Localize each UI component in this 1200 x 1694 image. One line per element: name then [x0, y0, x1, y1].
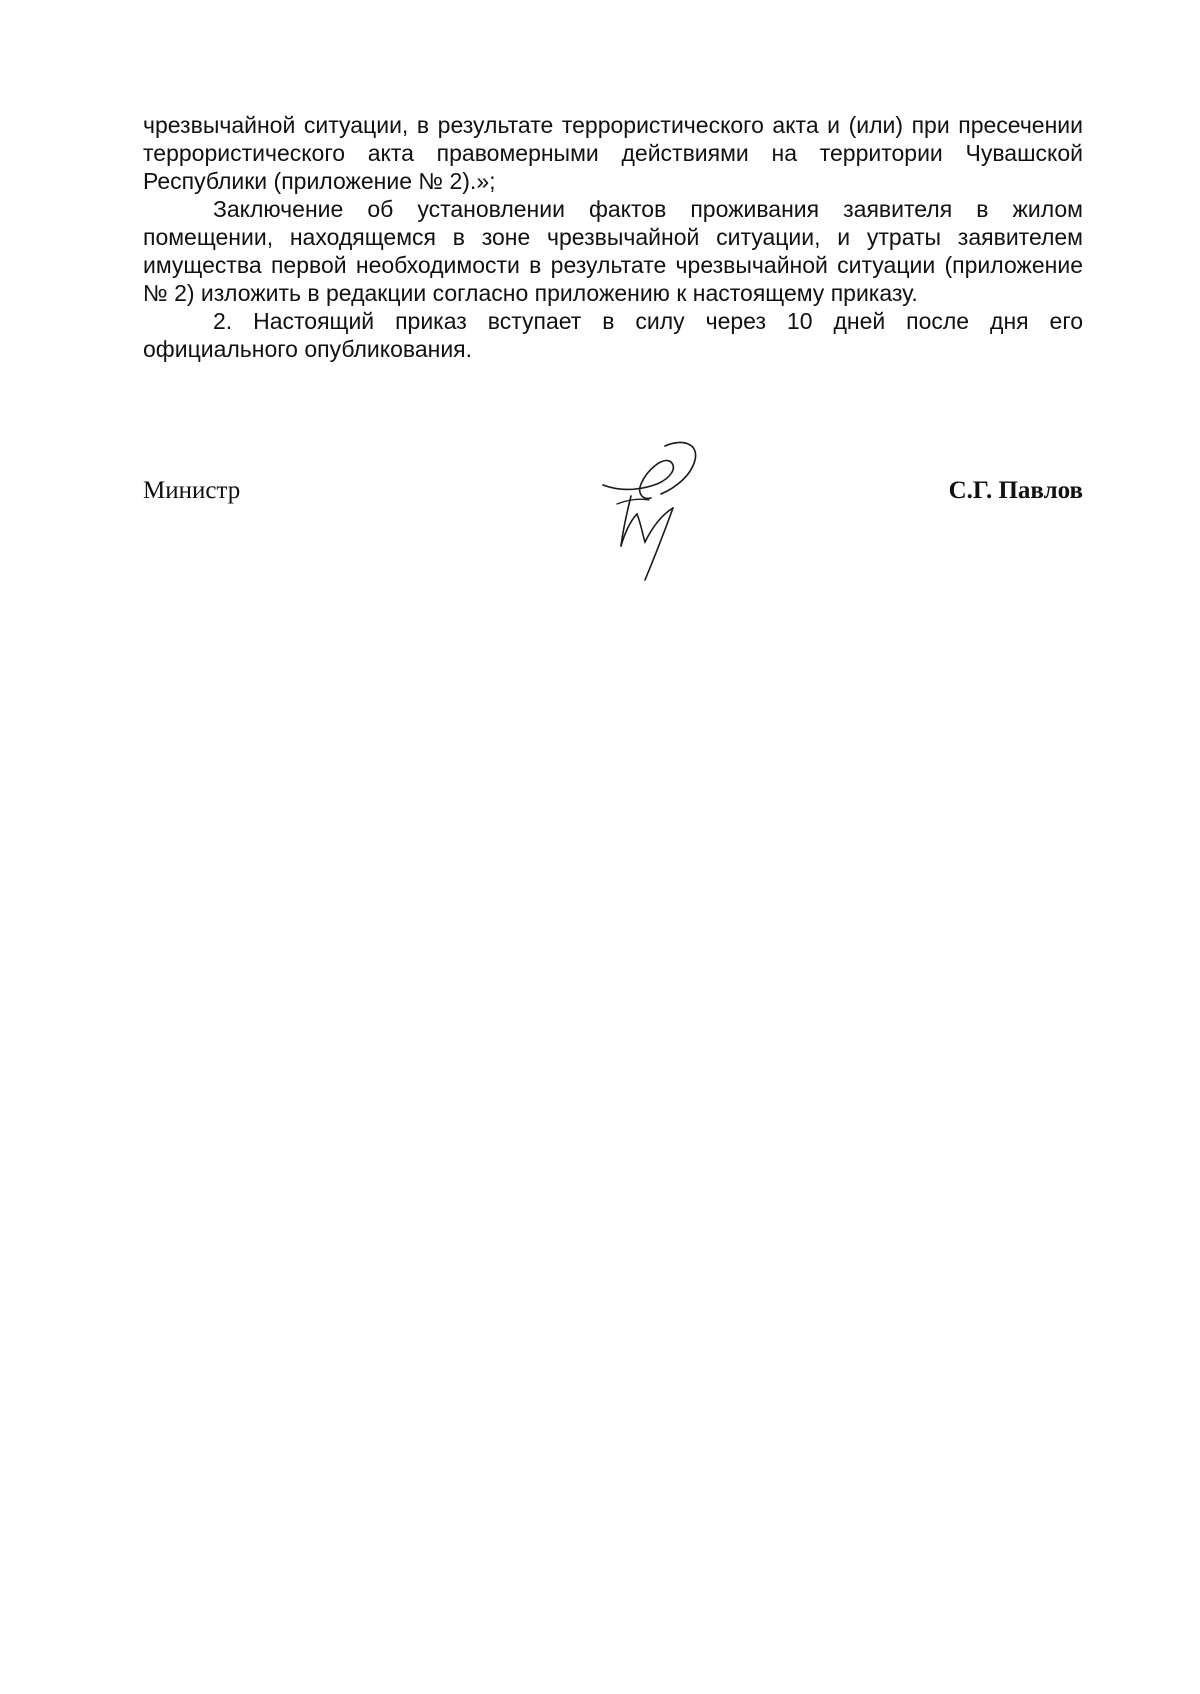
signer-position: Министр — [143, 477, 241, 504]
paragraph-continuation: чрезвычайной ситуации, в результате террористического акта и (или) при пресечении террористического акта правомерными действиями на территории Чувашской Республики (приложение № 2).»; — [143, 112, 1083, 194]
signature-block — [143, 476, 1083, 596]
signer-name: С.Г. Павлов — [948, 477, 1083, 504]
paragraph-conclusion-clause: Заключение об установлении фактов проживания заявителя в жилом помещении, находящемся в зоне чрезвычайной ситуации, и утраты заявителем имущества первой необходимости в результате чрезвычайной ситуации (приложение № 2) изложить в редакции согласно приложению к настоящему приказу. — [143, 196, 1083, 306]
document-body — [143, 111, 1083, 363]
paragraph-effective-date: 2. Настоящий приказ вступает в силу через 10 дней после дня его официального опубликования. — [143, 308, 1083, 362]
handwritten-signature — [591, 440, 711, 600]
